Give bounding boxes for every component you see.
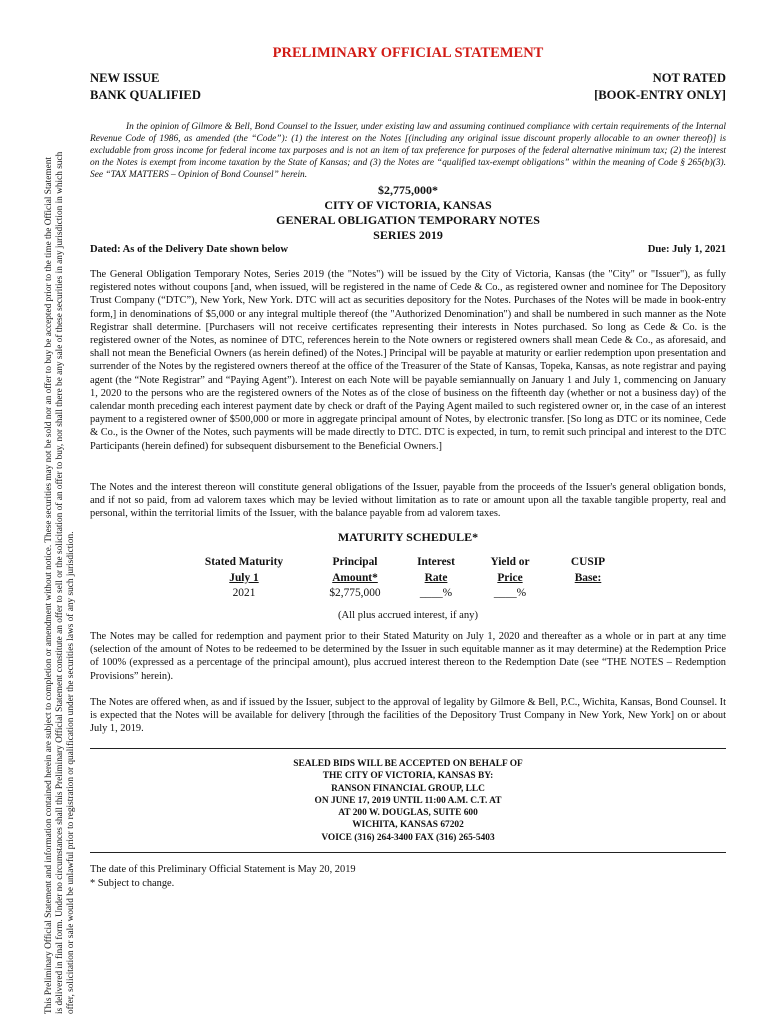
schedule-value-2: $2,775,000 bbox=[329, 587, 381, 599]
schedule-value-3: ____% bbox=[419, 587, 453, 599]
book-entry-label: [BOOK-ENTRY ONLY] bbox=[594, 88, 726, 102]
schedule-col-interest bbox=[404, 555, 468, 602]
schedule-subheader-3: Rate bbox=[424, 571, 448, 584]
paragraph-redemption: The Notes may be called for redemption and payment prior to their Stated Maturity on July 1, 2020 and thereafter as a whole or in part at any time (selection of the amount of Notes to be redeemed to be determined by the Issuer in such equitable manner as it may determine) at the Redemption Price of 100% (expressed as a percentage of the principal amount), plus accrued interest thereon to the Redemption Date (see “THE NOTES – Redemption Provisions” herein). bbox=[90, 631, 726, 682]
document-title: PRELIMINARY OFFICIAL STATEMENT bbox=[272, 45, 544, 61]
paragraph-general-obligation: The Notes and the interest thereon will constitute general obligations of the Issuer, payable from the proceeds of the Issuer's general obligation bonds, and if not so paid, from ad valorem taxes which may be levied without limitation as to rate or amount upon all the taxable tangible property, real and personal, within the territorial limits of the Issuer, with the balance payable from ad valorem taxes. bbox=[90, 482, 726, 520]
schedule-subheader-4: Price bbox=[497, 571, 523, 584]
schedule-subheader-1: July 1 bbox=[229, 571, 259, 584]
issue-amount: $2,775,000* bbox=[378, 183, 438, 197]
subject-to-change-note: * Subject to change. bbox=[90, 878, 175, 889]
schedule-header-2: Principal bbox=[332, 556, 378, 568]
bids-line-7: VOICE (316) 264-3400 FAX (316) 265-5403 bbox=[321, 832, 495, 843]
schedule-col-cusip bbox=[560, 555, 616, 586]
paragraph-notes-description: The General Obligation Temporary Notes, Series 2019 (the "Notes") will be issued by the City of Victoria, Kansas (the "City" or "Issuer"), as fully registered notes without coupons [and, when issued, will be registered in the name of Cede & Co., as registered owner and nominee for The Depository Trust Company (“DTC”), New York, New York. DTC will act as securities depository for the Notes. Purchases of the Notes will be made in book-entry form,] in denominations of $5,000 or any integral multiple thereof (the "Authorized Denomination") and shall be numbered in such manner as the Note Registrar shall determine. [Purchasers will not receive certificates representing their interests in Notes purchased. So long as Cede & Co. is the registered owner of the Notes, as nominee of DTC, references herein to the Note owners or registered owners shall mean Cede & Co., as aforesaid, and shall not mean the Beneficial Owners (as herein defined) of the Notes.] Principal will be payable at maturity or earlier redemption upon presentation and surrender of the Notes by the registered owners thereof at the office of the Treasurer of the State of Kansas, Topeka, Kansas, as note registrar and paying agent (the “Note Registrar” and “Paying Agent”). Interest on each Note will be payable semiannually on January 1 and July 1, commencing on January 1, 2020 to the persons who are the registered owners of the Notes as of the close of business on the fifteenth day (whether or not a business day) of the calendar month preceding each interest payment date by check or draft of the Paying Agent mailed to such registered owner or, in the case of an interest payment to a registered owner of $500,000 or more in aggregate principal amount of Notes, by electronic transfer. [So long as DTC or its nominee, Cede & Co., is the Owner of the Notes, such payments will be made directly to DTC. DTC is expected, in turn, to remit such principal and interest to the DTC Participants (herein defined) for subsequent disbursement to the Beneficial Owners.] bbox=[90, 269, 726, 452]
bids-line-6: WICHITA, KANSAS 67202 bbox=[352, 820, 464, 831]
bids-line-1: SEALED BIDS WILL BE ACCEPTED ON BEHALF OF bbox=[293, 759, 523, 769]
bids-line-2: THE CITY OF VICTORIA, KANSAS BY: bbox=[322, 771, 494, 782]
schedule-header-5: CUSIP bbox=[570, 556, 606, 568]
schedule-header-4: Yield or bbox=[490, 556, 530, 568]
new-issue-label: NEW ISSUE bbox=[90, 71, 160, 85]
sealed-bids-block bbox=[90, 758, 726, 844]
bond-counsel-opinion: In the opinion of Gilmore & Bell, Bond Counsel to the Issuer, under existing law and assuming continued compliance with certain requirements of the Internal Revenue Code of 1986, as amended (the “Code”): (1) the interest on the Notes [(including any original issue discount properly allocable to an owner thereof)] is excludable from gross income for federal income tax purposes and is not an item of tax preference for purposes of the federal alternative minimum tax; (2) the interest on the Notes is exempt from income taxation by the State of Kansas; and (3) the Notes are “qualified tax-exempt obligations” within the meaning of Code § 265(b)(3). See “TAX MATTERS – Opinion of Bond Counsel” herein. bbox=[90, 122, 726, 180]
bids-line-3: RANSON FINANCIAL GROUP, LLC bbox=[331, 783, 485, 794]
header-row-2 bbox=[90, 89, 726, 102]
schedule-header-1: Stated Maturity bbox=[204, 556, 284, 568]
divider-top bbox=[90, 748, 726, 749]
schedule-header-3: Interest bbox=[417, 556, 455, 568]
sidebar-disclaimer-line-3: offer, solicitation or sale would be unlawful prior to registration or qualification under the securities laws of any such jurisdiction. bbox=[66, 531, 76, 1014]
accrued-interest-note: (All plus accrued interest, if any) bbox=[337, 610, 479, 621]
due-label: Due: July 1, 2021 bbox=[647, 244, 726, 255]
dated-label: Dated: As of the Delivery Date shown below bbox=[90, 244, 289, 255]
sidebar-disclaimer-line-1: This Preliminary Official Statement and information contained herein are subject to completion or amendment without notice. These securities may not be sold nor an offer to buy be accepted prior to the time the Official Statement bbox=[44, 157, 54, 1014]
maturity-schedule-title: MATURITY SCHEDULE* bbox=[337, 530, 479, 544]
schedule-value-1: 2021 bbox=[232, 587, 256, 599]
sidebar-disclaimer-line-2: is delivered in final form. Under no circumstances shall this Preliminary Official Statement constitute an offer to sell or the solicitation of an offer to buy, nor shall there be any sale of these securities in any jurisdiction in which such bbox=[55, 151, 65, 1014]
bids-line-4: ON JUNE 17, 2019 UNTIL 11:00 A.M. C.T. AT bbox=[314, 795, 502, 806]
issue-series: SERIES 2019 bbox=[373, 228, 443, 242]
header-row-1 bbox=[90, 72, 726, 85]
divider-bottom bbox=[90, 852, 726, 853]
issue-name: GENERAL OBLIGATION TEMPORARY NOTES bbox=[276, 213, 540, 227]
bank-qualified-label: BANK QUALIFIED bbox=[90, 88, 201, 102]
schedule-col-stated-maturity bbox=[194, 555, 294, 602]
sidebar-disclaimer bbox=[44, 32, 77, 1014]
schedule-subheader-2: Amount* bbox=[332, 571, 378, 584]
dated-due-row bbox=[90, 243, 726, 256]
statement-date: The date of this Preliminary Official Statement is May 20, 2019 bbox=[90, 864, 356, 875]
schedule-value-4: ____% bbox=[493, 587, 527, 599]
issuer-name: CITY OF VICTORIA, KANSAS bbox=[324, 198, 492, 212]
paragraph-offering: The Notes are offered when, as and if issued by the Issuer, subject to the approval of legality by Gilmore & Bell, P.C., Wichita, Kansas, Bond Counsel. It is expected that the Notes will be available for delivery [through the facilities of the Depository Trust Company in New York, New York] on or about July 1, 2019. bbox=[90, 697, 726, 735]
schedule-subheader-5: Base: bbox=[574, 571, 602, 584]
bids-line-5: AT 200 W. DOUGLAS, SUITE 600 bbox=[338, 808, 478, 819]
rating-label: NOT RATED bbox=[652, 71, 726, 85]
schedule-col-yield bbox=[478, 555, 542, 602]
schedule-col-principal bbox=[318, 555, 392, 602]
